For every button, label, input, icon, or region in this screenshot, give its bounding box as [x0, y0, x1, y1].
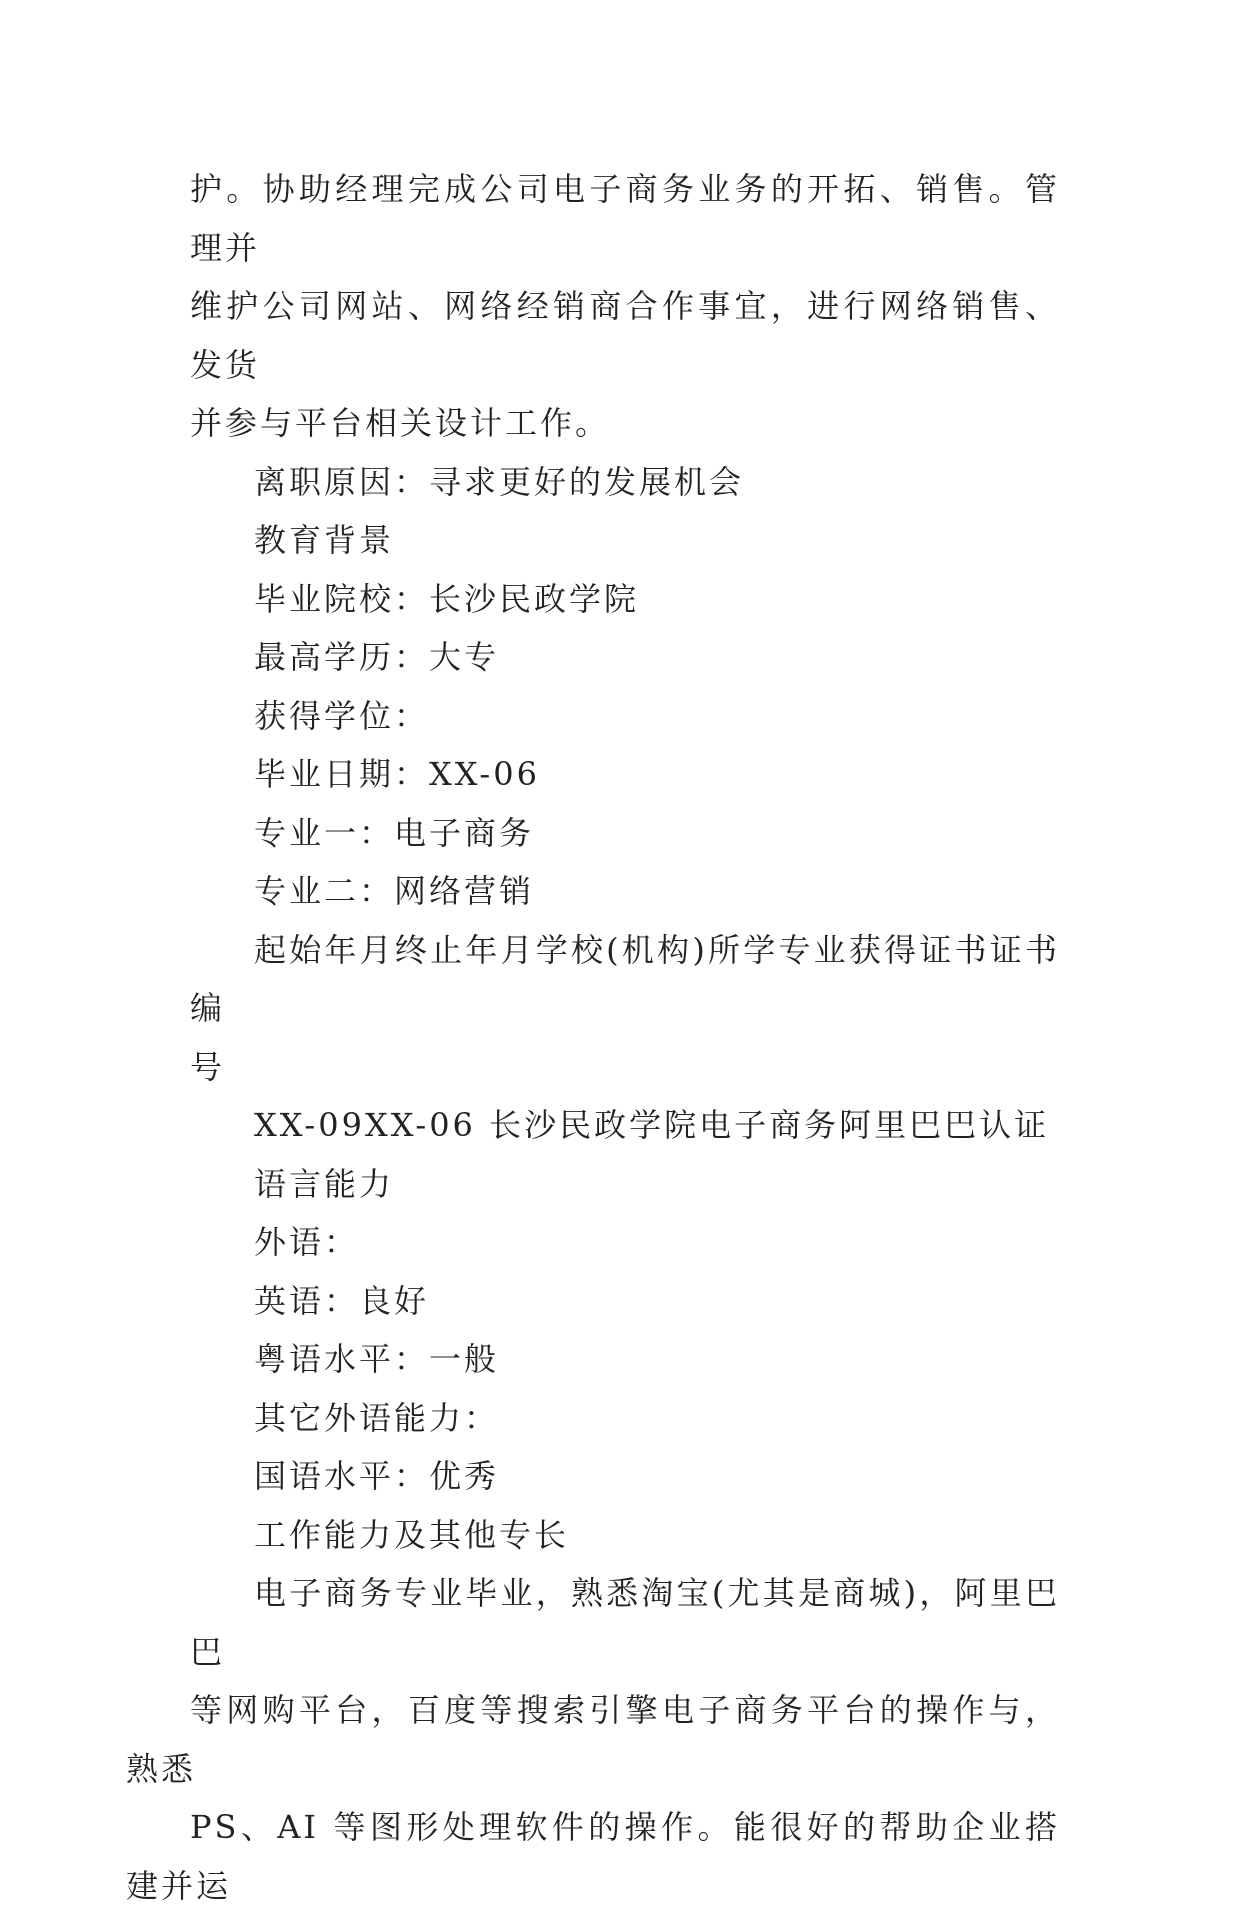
paragraph — [190, 160, 1060, 453]
paragraph — [190, 628, 1060, 687]
paragraph — [190, 862, 1060, 921]
paragraph — [190, 1389, 1060, 1448]
paragraph — [190, 1272, 1060, 1331]
paragraph — [190, 804, 1060, 863]
text-line: 毕业院校：长沙民政学院 — [254, 579, 640, 618]
paragraph — [190, 1447, 1060, 1506]
text-line: 专业二：网络营销 — [254, 872, 535, 910]
paragraph — [190, 570, 1060, 629]
paragraph — [190, 453, 1060, 512]
text-line: 护。协助经理完成公司电子商务业务的开拓、销售。管理并 — [190, 170, 1060, 267]
text-line: PS、AI 等图形处理软件的操作。能很好的帮助企业搭建并运 — [126, 1808, 1060, 1905]
text-line: 维护公司网站、网络经销商合作事宜，进行网络销售、发货 — [190, 287, 1060, 384]
text-line: XX-09XX-06 长沙民政学院电子商务阿里巴巴认证 — [254, 1106, 1050, 1144]
text-line: 毕业日期：XX-06 — [254, 755, 540, 793]
text-line: 粤语水平：一般 — [254, 1340, 500, 1378]
text-line: 并参与平台相关设计工作。 — [190, 404, 611, 442]
paragraph — [190, 1213, 1060, 1272]
text-line: 起始年月终止年月学校(机构)所学专业获得证书证书编 — [190, 930, 1060, 1027]
text-line: 工作能力及其他专长 — [254, 1515, 570, 1554]
paragraph — [190, 921, 1060, 1097]
paragraph — [190, 1506, 1060, 1565]
paragraph — [190, 1155, 1060, 1214]
paragraph — [190, 511, 1060, 570]
text-line: 号 — [190, 1047, 226, 1086]
text-line: 电子商务专业毕业，熟悉淘宝(尤其是商城)，阿里巴巴 — [190, 1574, 1060, 1671]
paragraph — [190, 745, 1060, 804]
paragraph — [126, 1564, 1060, 1915]
paragraph — [190, 1330, 1060, 1389]
text-line: 离职原因：寻求更好的发展机会 — [254, 462, 745, 501]
paragraph — [190, 687, 1060, 746]
text-line: 国语水平：优秀 — [254, 1457, 500, 1495]
text-line: 教育背景 — [254, 521, 395, 559]
text-line: 专业一：电子商务 — [254, 813, 535, 852]
text-line: 最高学历：大专 — [254, 638, 500, 676]
paragraph — [190, 1096, 1060, 1155]
document-body — [126, 160, 1060, 1915]
text-line: 获得学位： — [254, 696, 430, 735]
text-line: 语言能力 — [254, 1164, 395, 1203]
text-line: 英语：良好 — [254, 1281, 430, 1320]
text-line: 等网购平台，百度等搜索引擎电子商务平台的操作与，熟悉 — [126, 1691, 1060, 1788]
text-line: 外语： — [254, 1223, 360, 1261]
text-line: 其它外语能力： — [254, 1398, 500, 1437]
